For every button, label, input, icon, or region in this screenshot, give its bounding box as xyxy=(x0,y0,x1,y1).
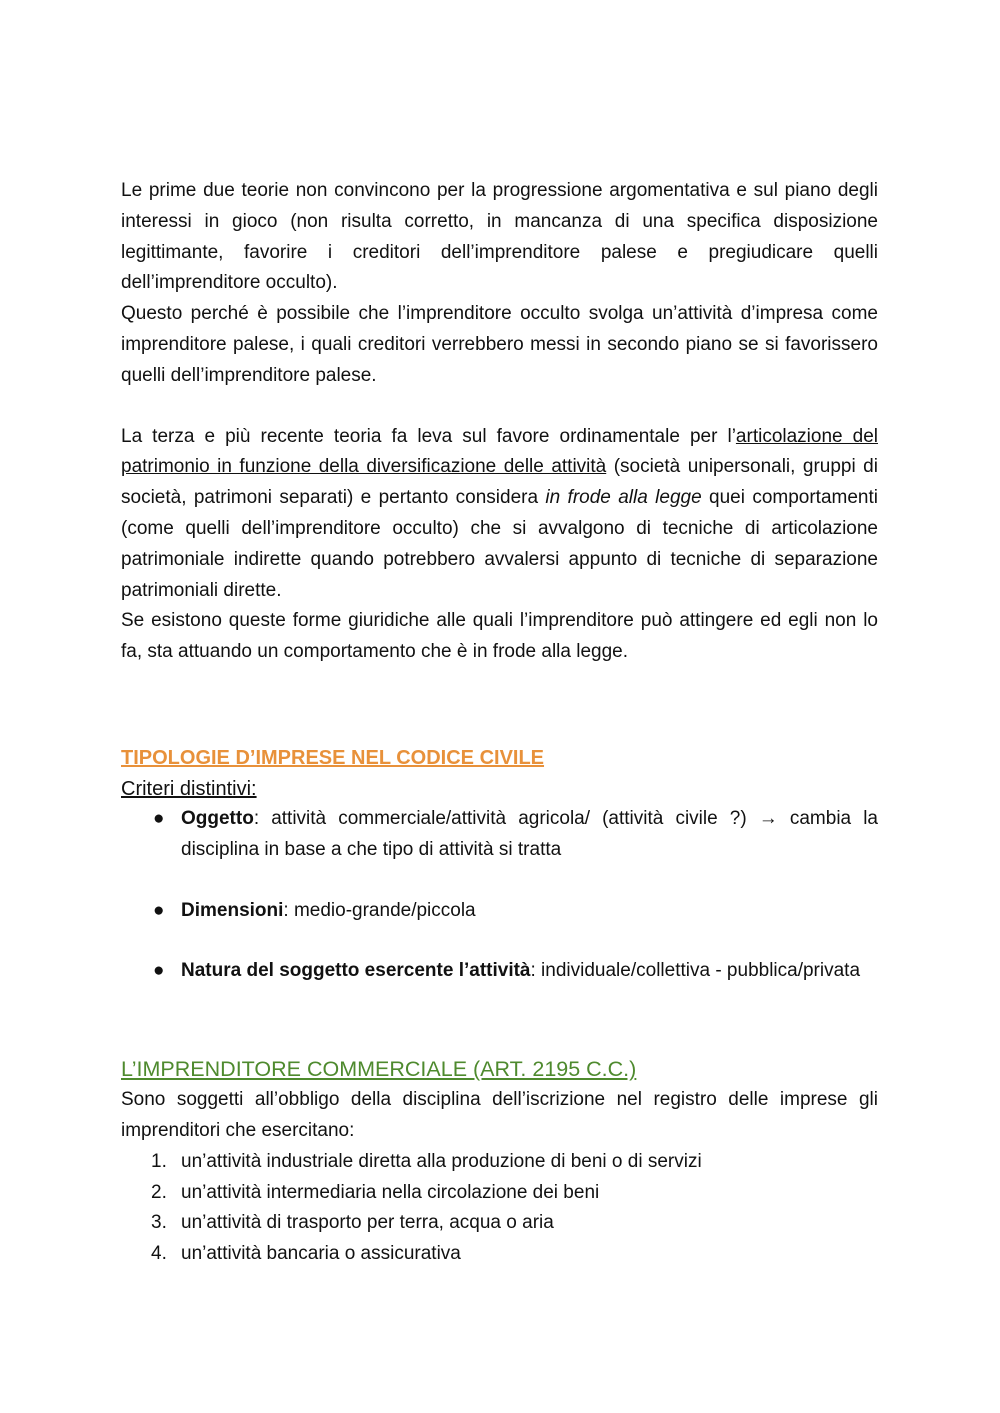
criterion-label: Oggetto xyxy=(181,807,254,829)
item-number: 4. xyxy=(151,1243,167,1265)
criteria-list xyxy=(121,804,878,987)
list-item xyxy=(121,896,878,927)
criterion-text: : individuale/collettiva - pubblica/privata xyxy=(530,960,861,982)
bullet-icon: ● xyxy=(153,960,165,982)
bullet-icon: ● xyxy=(153,807,165,829)
item-text: un’attività bancaria o assicurativa xyxy=(181,1243,461,1265)
item-number: 3. xyxy=(151,1212,167,1234)
list-item xyxy=(121,1147,878,1178)
item-text: un’attività di trasporto per terra, acqua o aria xyxy=(181,1212,554,1234)
paragraph-4: Se esistono queste forme giuridiche alle quali l’imprenditore può attingere ed egli non lo fa, sta attuando un comportamento che è in frode alla legge. xyxy=(121,610,878,663)
spacer xyxy=(121,392,878,422)
criteria-subheading: Criteri distintivi: xyxy=(121,777,257,800)
paragraph-3-underlined: articolazione del patrimonio in funzione della diversificazione delle attività xyxy=(121,425,878,478)
spacer xyxy=(121,987,878,1053)
paragraph-2: Questo perché è possibile che l’imprenditore occulto svolga un’attività d’impresa come imprenditore palese, i quali creditori verrebbero messi in secondo piano se si favorissero quelli dell’imprenditore palese. xyxy=(121,303,878,386)
item-text: un’attività industriale diretta alla produzione di beni o di servizi xyxy=(181,1150,702,1172)
list-spacer xyxy=(121,866,878,896)
paragraph-1: Le prime due teorie non convincono per la progressione argomentativa e sul piano degli interessi in gioco (non risulta corretto, in mancanza di una specifica disposizione legittimante, favorire i creditori dell’imprenditore palese e pregiudicare quelli dell’imprenditore occulto). xyxy=(121,180,878,294)
paragraph-3-part-a: La terza e più recente teoria fa leva sul favore ordinamentale per l’ xyxy=(121,425,736,447)
bullet-icon: ● xyxy=(153,899,165,921)
document-page xyxy=(121,176,878,1270)
paragraph-3-italic: in frode alla legge xyxy=(545,487,702,509)
criterion-label: Dimensioni xyxy=(181,899,284,921)
list-item xyxy=(121,1239,878,1270)
paragraph-3-part-b: (società unipersonali, gruppi di società, patrimoni separati) e pertanto considera xyxy=(121,456,878,509)
section-heading-tipologie: TIPOLOGIE D’IMPRESE NEL CODICE CIVILE xyxy=(121,746,545,769)
list-item xyxy=(121,1178,878,1209)
item-text: un’attività intermediaria nella circolazione dei beni xyxy=(181,1181,600,1203)
criterion-text: : medio-grande/piccola xyxy=(283,899,476,921)
item-number: 2. xyxy=(151,1181,167,1203)
paragraph-3-part-c: quei comportamenti (come quelli dell’imprenditore occulto) che si avvalgono di tecniche di articolazione patrimoniale indirette quando potrebbero avvalersi appunto di tecniche di separazione patrimoniali dirette. xyxy=(121,487,878,601)
list-item xyxy=(121,804,878,866)
spacer xyxy=(121,668,878,742)
list-item xyxy=(121,956,878,987)
list-item xyxy=(121,1208,878,1239)
criterion-text: : attività commerciale/attività agricola/ (attività civile ?) → cambia la disciplina in base a che tipo di attività si tratta xyxy=(181,807,878,860)
section-heading-imprenditore-commerciale: L’IMPRENDITORE COMMERCIALE (ART. 2195 C.C.) xyxy=(121,1057,637,1082)
section-intro: Sono soggetti all’obbligo della disciplina dell’iscrizione nel registro delle imprese gli imprenditori che esercitano: xyxy=(121,1089,878,1141)
activity-list xyxy=(121,1147,878,1270)
item-number: 1. xyxy=(151,1150,167,1172)
list-spacer xyxy=(121,926,878,956)
criterion-label: Natura del soggetto esercente l’attività xyxy=(181,960,531,982)
paragraph-3 xyxy=(121,422,878,607)
